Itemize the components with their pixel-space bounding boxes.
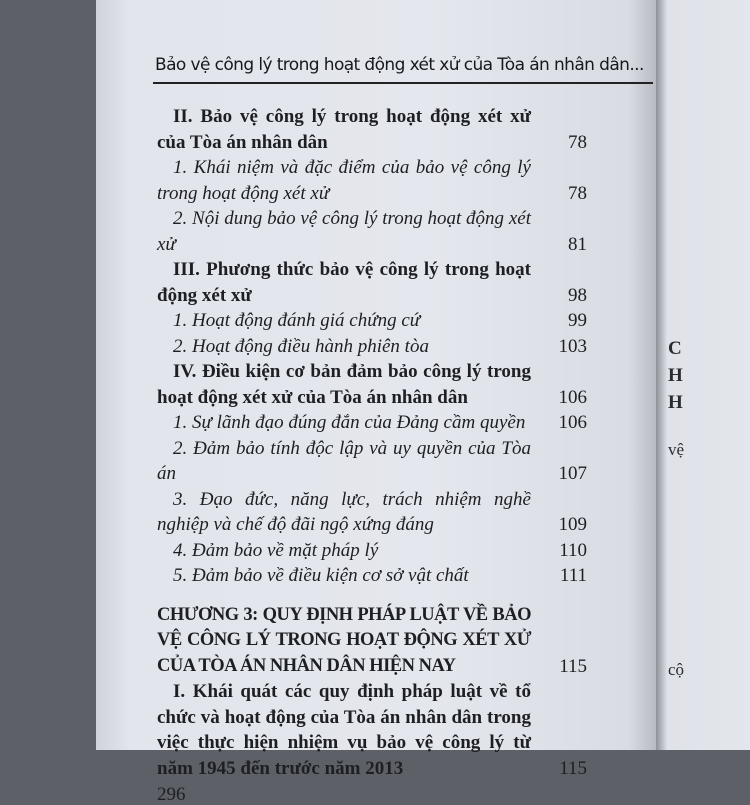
running-header: Bảo vệ công lý trong hoạt động xét xử của Tòa án nhân dân... (155, 55, 644, 75)
toc-page-number: 81 (568, 233, 587, 255)
chapter-heading: CHƯƠNG 3: QUY ĐỊNH PHÁP LUẬT VỀ BẢO VỆ CÔNG LÝ TRONG HOẠT ĐỘNG XÉT XỬ CỦA TÒA ÁN NHÂN DÂN HIỆN NAY (157, 604, 531, 676)
toc-entry-text: 1. Sự lãnh đạo đúng đắn của Đảng cầm quyền (173, 412, 526, 433)
toc-page-number: 115 (559, 757, 587, 779)
toc-entry (157, 104, 587, 155)
toc-entry-text: 3. Đạo đức, năng lực, trách nhiệm nghề nghiệp và chế độ đãi ngộ xứng đáng (157, 488, 531, 535)
toc-entry-text: 4. Đảm bảo về mặt pháp lý (173, 539, 379, 561)
toc-page-number: 115 (559, 655, 587, 677)
next-page-fragment: H (668, 365, 683, 386)
toc-entry (157, 155, 587, 206)
toc-entry-text: 5. Đảm bảo về điều kiện cơ sở vật chất (173, 565, 469, 586)
toc-entry (157, 679, 587, 781)
toc-entry-text: II. Bảo vệ công lý trong hoạt động xét xử của Tòa án nhân dân (157, 106, 531, 153)
toc-entry (157, 436, 587, 487)
toc-entry (157, 538, 587, 564)
toc-entry-text: 2. Đảm bảo tính độc lập và uy quyền của Tòa án (157, 437, 531, 484)
toc-entry (157, 257, 587, 308)
next-page-fragment: H (668, 392, 683, 413)
toc-entry (157, 487, 587, 538)
toc-page-number: 106 (558, 386, 587, 408)
toc-entry (157, 359, 587, 410)
toc-page-number: 98 (568, 284, 587, 306)
toc-entry (157, 206, 587, 257)
toc-entry-text: 2. Nội dung bảo vệ công lý trong hoạt động xét xử (157, 208, 531, 255)
header-rule (153, 82, 653, 84)
page-folio-number: 296 (157, 784, 186, 805)
toc-page-number: 103 (558, 335, 587, 357)
next-page-edge (656, 0, 750, 750)
toc-page-number: 78 (568, 131, 587, 153)
toc-page-number: 106 (558, 412, 587, 433)
next-page-fragment: vệ (668, 440, 685, 459)
toc-entry (157, 563, 587, 589)
toc-entry (157, 410, 587, 436)
toc-entry-text: IV. Điều kiện cơ bản đảm bảo công lý trong hoạt động xét xử của Tòa án nhân dân (157, 361, 531, 408)
next-page-fragment: cộ (668, 660, 685, 679)
toc-page-number: 111 (559, 565, 587, 586)
toc-entry-text: I. Khái quát các quy định pháp luật về tổ chức và hoạt động của Tòa án nhân dân trong việc thực hiện nhiệm vụ bảo vệ công lý từ năm 1945 đến trước năm 2013 (157, 681, 531, 779)
next-page-fragment: C (668, 338, 682, 359)
toc-entry-text: 2. Hoạt động điều hành phiên tòa (173, 335, 429, 357)
toc-chapter-entry (157, 603, 587, 680)
toc-entry (157, 334, 587, 360)
toc-entry (157, 308, 587, 334)
toc-page-number: 78 (568, 182, 587, 204)
toc-page-number: 99 (568, 310, 587, 331)
toc-page-number: 110 (559, 539, 587, 561)
toc-entry-text: III. Phương thức bảo vệ công lý trong hoạt động xét xử (157, 259, 531, 306)
toc-entry-text: 1. Hoạt động đánh giá chứng cứ (173, 310, 421, 331)
toc-entry-text: 1. Khái niệm và đặc điểm của bảo vệ công lý trong hoạt động xét xử (157, 157, 531, 204)
toc-page-number: 109 (558, 514, 587, 535)
toc-page-number: 107 (558, 463, 587, 484)
table-of-contents (157, 104, 587, 805)
